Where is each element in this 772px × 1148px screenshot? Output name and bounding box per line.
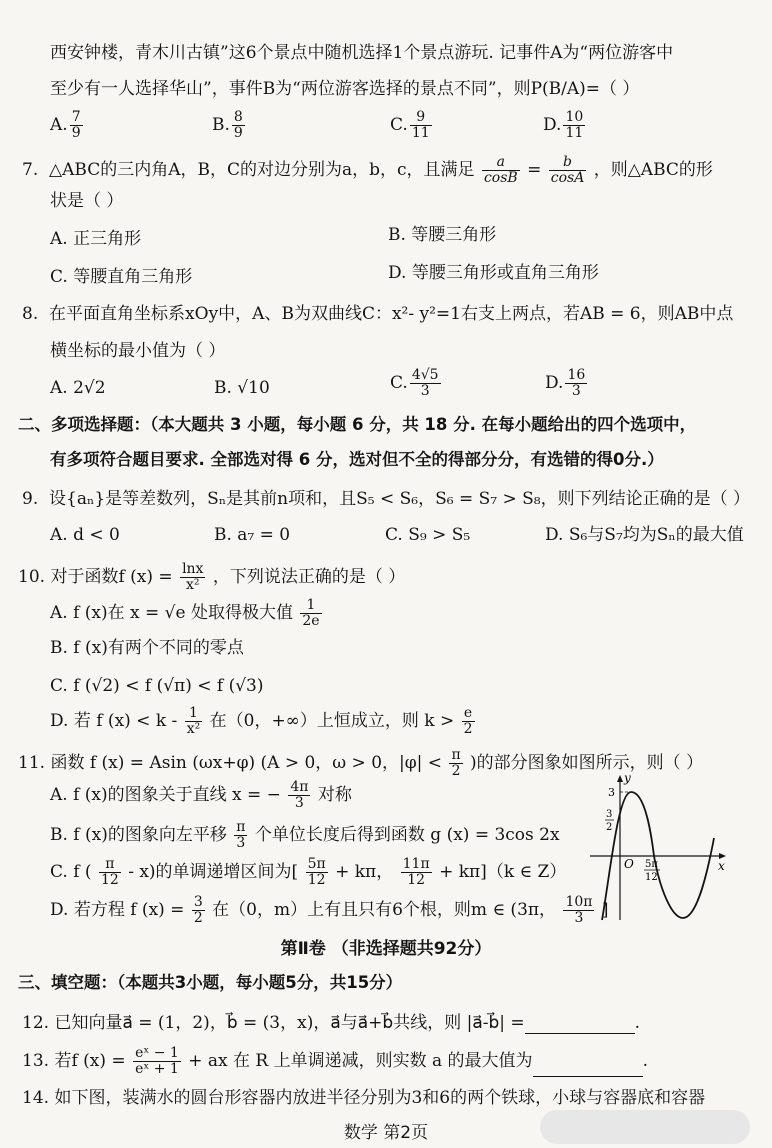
y-tick-half-den: 2 <box>606 822 613 833</box>
y-axis-label: y <box>624 771 631 785</box>
q6-option-a: A. $\frac{7}{9}$ <box>50 109 81 141</box>
q11-option-b: B. f (x)的图象向左平移 $\frac{\pi}{3}$ 个单位长度后得到函数 g (x) = 3cos 2x <box>50 819 560 851</box>
q13-stem: 13. 若f (x) = $\frac{\text{eˣ − 1}}{\text{eˣ + 1}}$ + ax 在 R 上单调递减，则实数 a 的最大值为 . <box>22 1045 648 1077</box>
q11-option-a: A. f (x)的图象关于直线 x = − $\frac{4\pi}{3}$ 对称 <box>50 779 352 811</box>
q11-sine-graph <box>588 770 730 925</box>
y-tick-half-num: 3 <box>606 809 613 820</box>
q6-line2: 至少有一人选择华山”，事件B为“两位游客选择的景点不同”，则P(B/A)=（ ） <box>50 79 640 99</box>
y-axis-arrow <box>617 775 623 782</box>
q6-option-d: D. $\frac{10}{11}$ <box>543 109 584 141</box>
q11-stem: 11. 函数 f (x) = Asin (ωx+φ) (A > 0，ω > 0，|φ| < $\frac{\pi}{2}$ )的部分图象如图所示，则（ ） <box>18 747 704 779</box>
q7-line2: 状是（ ） <box>50 191 124 211</box>
q10-option-d: D. 若 f (x) < k - $\frac{1}{\text{x²}}$ 在（0，+∞）上恒成立，则 k > $\frac{e}{2}$ <box>50 705 473 737</box>
q7-stem: 7. △ABC的三内角A，B，C的对边分别为a，b，c，且满足 $\frac{a}{\cos B}$ = $\frac{b}{\cos A}$ ，则△ABC的形 <box>22 154 713 186</box>
q9-option-c: C. S₉ > S₅ <box>385 525 471 545</box>
q12-stem: 12. 已知向量a⃗ = (1，2)，b⃗ = (3，x)，a⃗与a⃗+b⃗共线，则 |a⃗-b⃗| = . <box>22 1013 641 1033</box>
origin-label: O <box>624 857 634 871</box>
x-tick-den: 12 <box>645 872 658 883</box>
q8-option-b: B. √10 <box>214 378 270 398</box>
q7-option-b: B. 等腰三角形 <box>388 225 497 245</box>
q9-option-d: D. S₆与S₇均为Sₙ的最大值 <box>545 525 744 545</box>
q14-stem: 14. 如下图，装满水的圆台形容器内放进半径分别为3和6的两个铁球，小球与容器底和容器 <box>22 1088 706 1108</box>
q7-option-a: A. 正三角形 <box>50 229 142 249</box>
part-2-heading: 第Ⅱ卷 （非选择题共92分） <box>280 939 492 959</box>
q10-option-c: C. f (√2) < f (√π) < f (√3) <box>50 676 264 696</box>
q9-stem: 9. 设{aₙ}是等差数列，Sₙ是其前n项和，且S₅ < S₆，S₆ = S₇ > S₈，则下列结论正确的是（ ） <box>22 489 750 509</box>
y-tick-3: 3 <box>608 786 615 799</box>
q7-option-c: C. 等腰直角三角形 <box>50 267 193 287</box>
q8-option-a: A. 2√2 <box>50 378 106 398</box>
q8-option-c: C. $\frac{4√5}{3}$ <box>390 367 439 399</box>
q10-option-b: B. f (x)有两个不同的零点 <box>50 638 244 658</box>
section-3-heading: 三、填空题：（本题共3小题，每小题5分，共15分） <box>18 973 403 992</box>
q9-option-a: A. d < 0 <box>50 525 120 545</box>
q7-option-d: D. 等腰三角形或直角三角形 <box>388 263 599 283</box>
q8-line1: 8. 在平面直角坐标系xOy中，A、B为双曲线C：x²- y²=1右支上两点，若AB = 6，则AB中点 <box>22 304 734 324</box>
q13-answer-blank[interactable] <box>533 1058 643 1077</box>
q11-option-d: D. 若方程 f (x) = $\frac{3}{2}$ 在（0，m）上有且只有6个根，则m ∈ (3π， $\frac{10\pi}{3}$ ] <box>50 894 609 926</box>
section-2-instructions: 有多项符合题目要求. 全部选对得 6 分，选对但不全的得部分分，有选错的得0分.） <box>50 450 664 469</box>
q8-line2: 横坐标的最小值为（ ） <box>50 341 226 361</box>
q6-line1: 西安钟楼，青木川古镇”这6个景点中随机选择1个景点游玩. 记事件A为“两位游客中 <box>50 43 674 63</box>
q10-option-a: A. f (x)在 x = √e 处取得极大值 $\frac{1}{2e}$ <box>50 597 320 629</box>
q6-option-c: C. $\frac{9}{11}$ <box>390 109 430 141</box>
x-axis-label: x <box>718 859 725 873</box>
x-tick-num: 5π <box>645 859 658 870</box>
watermark-overlay <box>540 1110 750 1144</box>
page-footer: 数学 第2页 <box>343 1123 429 1143</box>
q12-answer-blank[interactable] <box>525 1015 635 1034</box>
q10-stem: 10. 对于函数f (x) = $\frac{\ln x}{\text{x²}}$ ，下列说法正确的是（ ） <box>18 561 406 593</box>
q8-option-d: D. $\frac{16}{3}$ <box>545 367 586 399</box>
q9-option-b: B. a₇ = 0 <box>214 525 291 545</box>
q6-option-b: B. $\frac{8}{9}$ <box>212 109 243 141</box>
q11-option-c: C. f ( $\frac{\pi}{12}$ - x)的单调递增区间为[ $\frac{5\pi}{12}$ + kπ， $\frac{11\pi}{12}$ + kπ]（k ∈ Z） <box>50 856 567 888</box>
section-2-heading: 二、多项选择题：（本大题共 3 小题，每小题 6 分，共 18 分. 在每小题给出的四个选项中， <box>18 415 697 434</box>
